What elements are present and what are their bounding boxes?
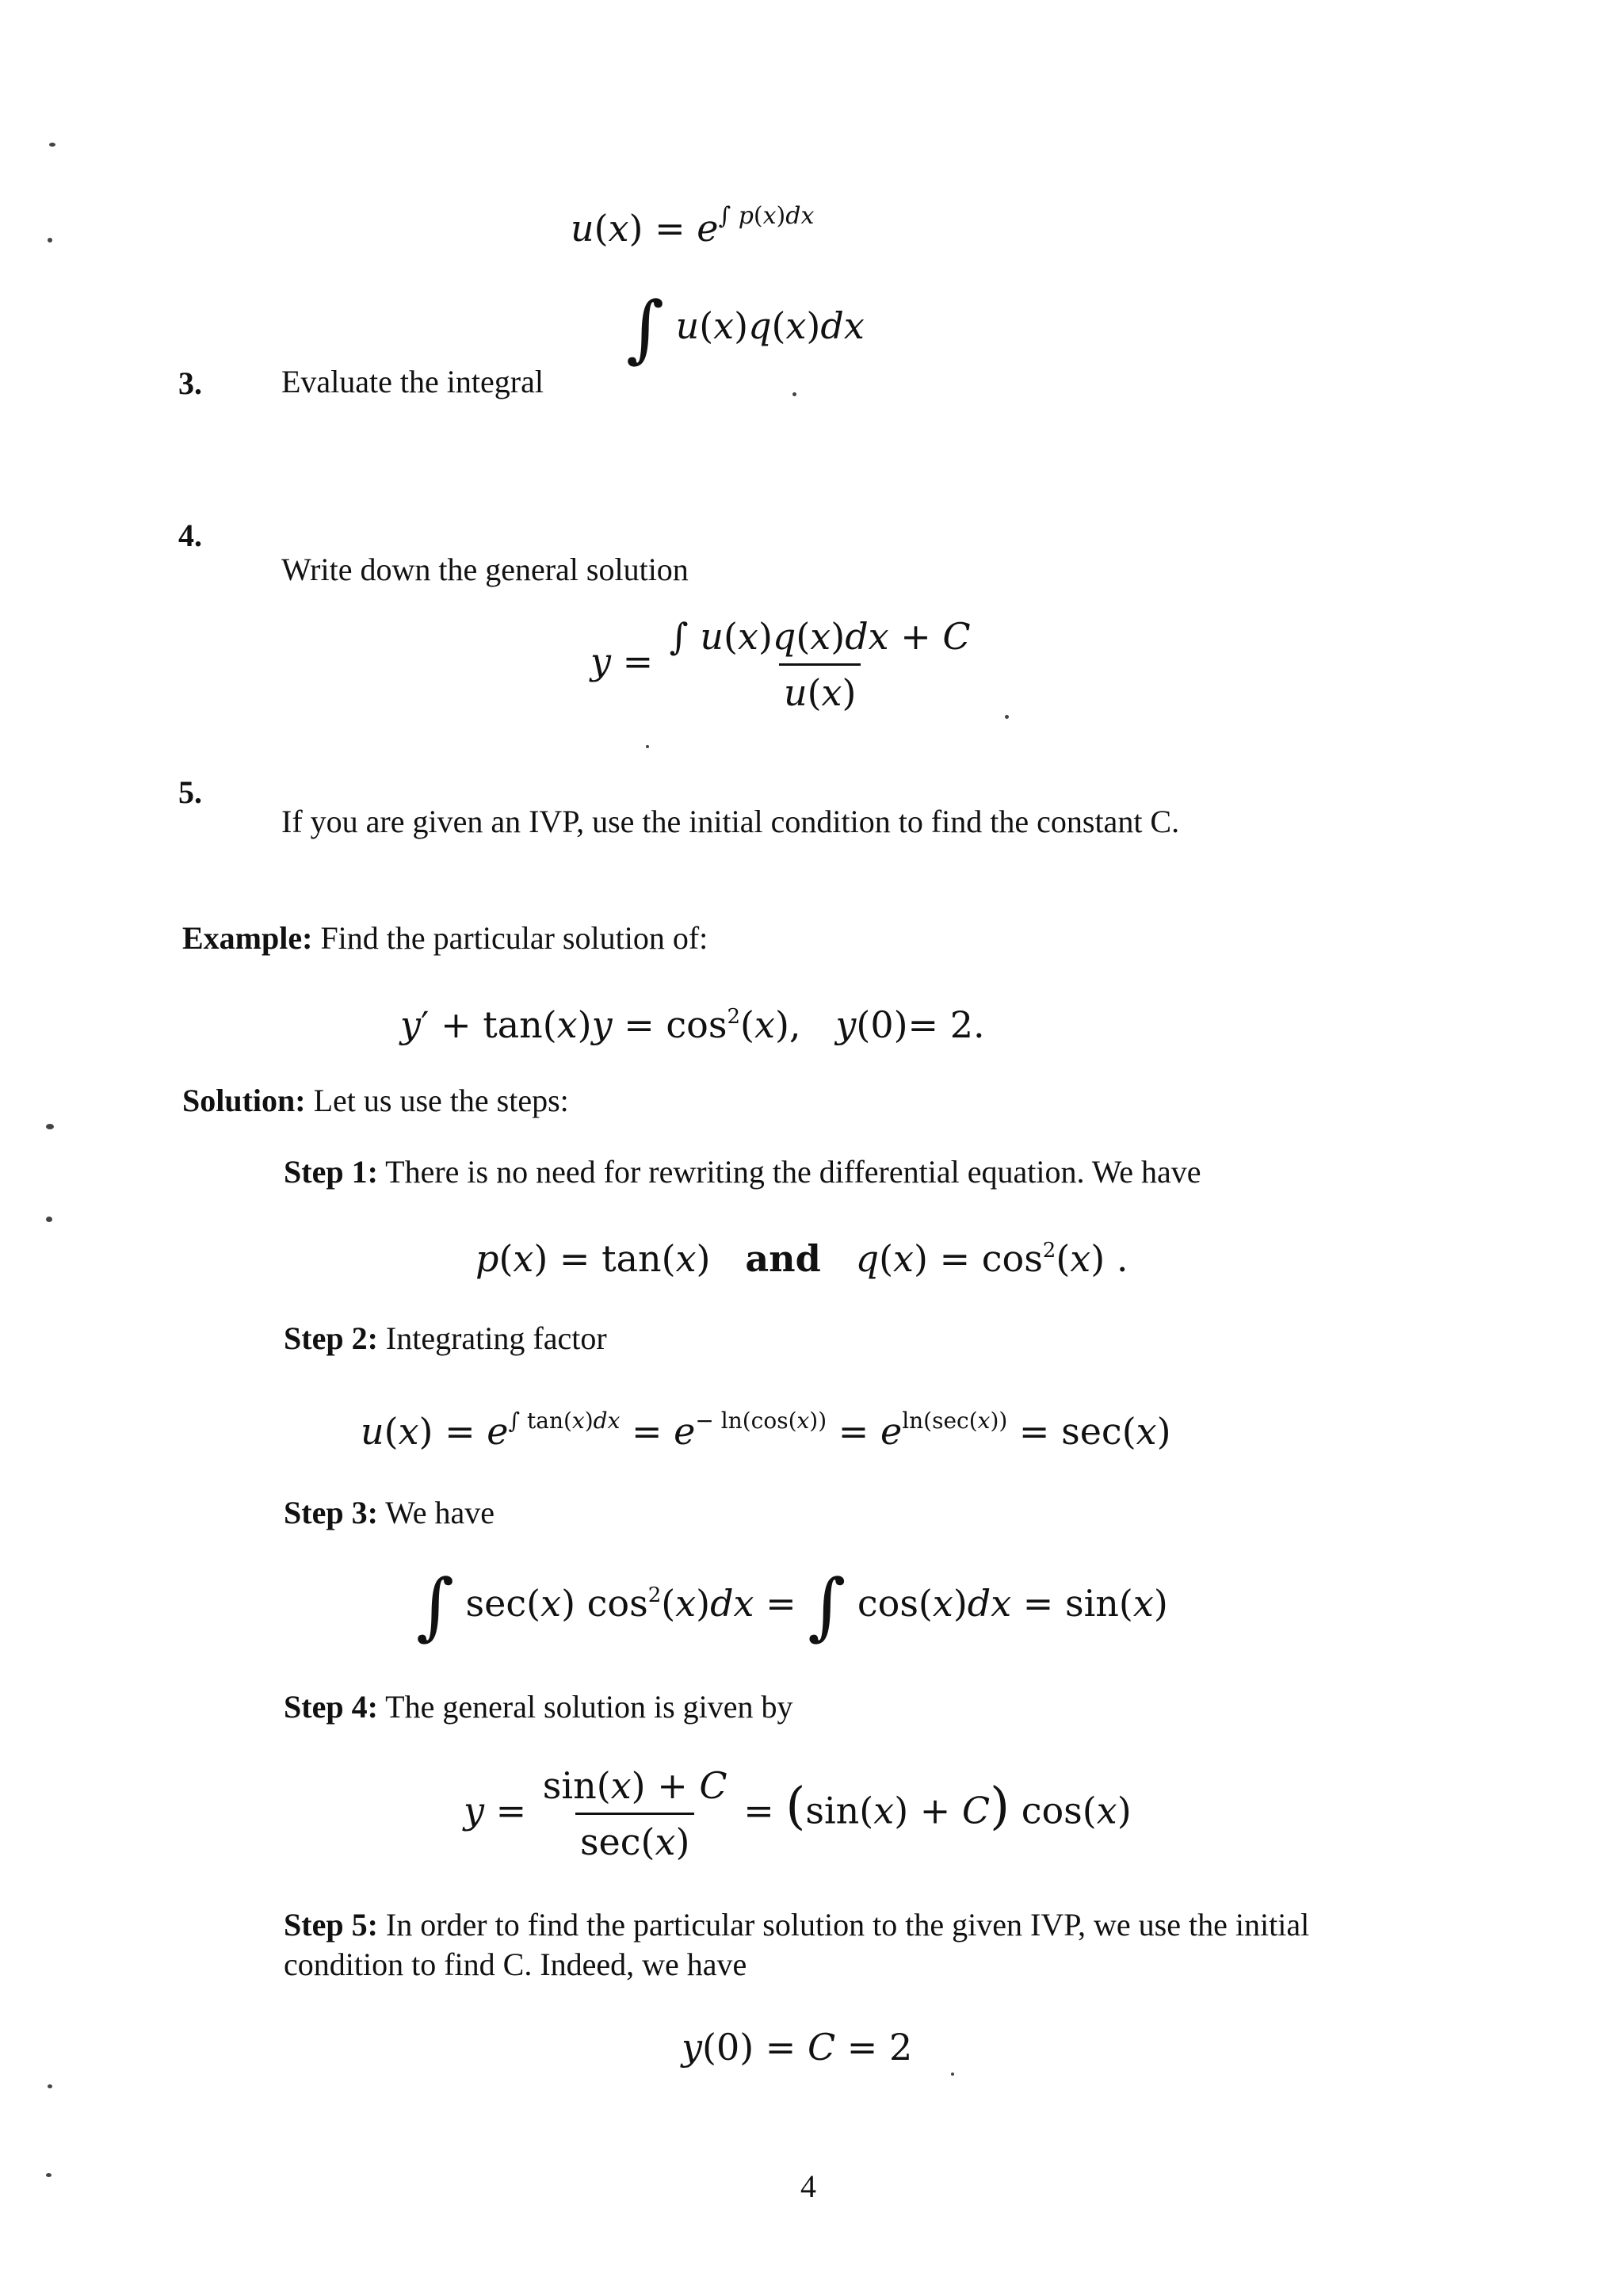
step-5-label: Step 5:	[284, 1907, 378, 1943]
item-5-number: 5.	[178, 774, 202, 810]
item-4-number: 4.	[178, 518, 202, 553]
example-line	[182, 919, 708, 957]
page-number: 4	[800, 2168, 816, 2204]
item-4-text: Write down the general solution	[281, 552, 689, 587]
scan-speck	[951, 2073, 954, 2076]
step-4-equation: y = $\frac{\sin(x) + C}{\sec(x)}$ = (sin(x) + C) cos(x)	[464, 1764, 1132, 1863]
item-5-text: If you are given an IVP, use the initial condition to find the constant C.	[281, 804, 1180, 839]
scan-speck	[46, 1217, 52, 1222]
example-label: Example:	[182, 920, 313, 956]
integral-uq: ∫ u(x)q(x)dx	[626, 286, 865, 371]
scan-speck	[48, 2084, 52, 2088]
step-1-equation: p(x) = tan(x) and $q(x) = \cos^2(x)$ .	[475, 1237, 1128, 1280]
step-2-text: Integrating factor	[385, 1320, 607, 1356]
step-4-text: The general solution is given by	[385, 1689, 793, 1725]
step-5-text-line-2: condition to find C. Indeed, we have	[284, 1946, 747, 1982]
step-2-label: Step 2:	[284, 1320, 378, 1356]
scan-speck	[46, 1124, 54, 1129]
scan-speck	[46, 2173, 52, 2177]
solution-label: Solution:	[182, 1083, 306, 1118]
step-1	[284, 1153, 1201, 1191]
example-text: Find the particular solution of:	[320, 920, 708, 956]
step-3	[284, 1494, 495, 1532]
scan-speck	[48, 238, 52, 243]
step-5-equation: y(0) = C = 2	[682, 2026, 913, 2069]
step-5-text: In order to find the particular solution to the given IVP, we use the initial	[385, 1907, 1310, 1943]
solution-line	[182, 1082, 569, 1120]
item-3-number: 3.	[178, 365, 202, 401]
general-solution-formula: y = $\frac{\int u(x)q(x)dx + C}{u(x)}$	[590, 615, 971, 714]
solution-text: Let us use the steps:	[313, 1083, 569, 1118]
scan-speck	[646, 745, 649, 748]
scan-speck	[1005, 715, 1009, 719]
step-3-label: Step 3:	[284, 1495, 378, 1530]
step-4-label: Step 4:	[284, 1689, 378, 1725]
step-2-equation: $u(x) = e^{\int tan(x)dx} = e^{- ln(cos(x))} = e^{ln(sec(x))} = \sec(x)$	[361, 1408, 1171, 1453]
step-5	[284, 1906, 1309, 1944]
item-3-text: Evaluate the integral	[281, 364, 544, 399]
example-equation: $y' + \tan(x)y = \cos^2(x)$, y(0)= 2.	[400, 1003, 985, 1046]
step-3-equation: ∫ sec(x) $\cos^2(x)dx$ = ∫ cos(x)dx = sin(x)	[416, 1564, 1168, 1648]
step-1-label: Step 1:	[284, 1154, 378, 1190]
step-4	[284, 1688, 793, 1726]
step-3-text: We have	[385, 1495, 495, 1530]
integrating-factor-definition: $u(x) = e^{\int p(x)dx}$	[571, 202, 815, 250]
scan-speck	[792, 392, 796, 396]
step-1-text: There is no need for rewriting the differential equation. We have	[385, 1154, 1201, 1190]
step-2	[284, 1320, 607, 1358]
scan-speck	[49, 143, 55, 147]
